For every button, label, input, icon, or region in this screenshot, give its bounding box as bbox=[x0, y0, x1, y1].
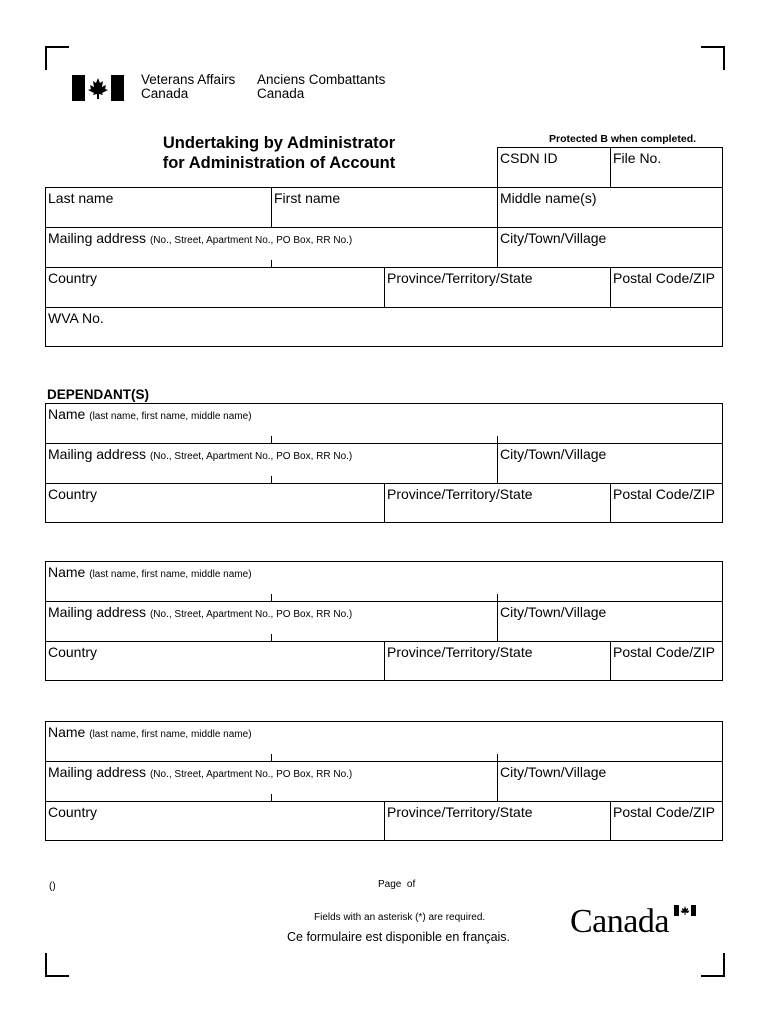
first-name-label: First name bbox=[274, 190, 341, 206]
canada-wordmark-flag-icon bbox=[674, 905, 696, 916]
canada-wordmark bbox=[570, 903, 702, 949]
file-number-field[interactable] bbox=[610, 147, 723, 187]
page-indicator: Page of bbox=[378, 879, 416, 890]
city-field[interactable] bbox=[497, 227, 723, 267]
postal-code-label: Postal Code/ZIP bbox=[613, 270, 715, 286]
dependant-province-label: Province/Territory/State bbox=[387, 644, 533, 660]
department-fr-line1: Anciens Combattants bbox=[257, 72, 386, 87]
postal-code-field[interactable] bbox=[610, 267, 723, 307]
dependant-1-country-field[interactable] bbox=[45, 483, 384, 523]
field-divider-tick bbox=[271, 476, 272, 483]
dependant-3-country-field[interactable] bbox=[45, 801, 384, 841]
dependant-1-postal-code-field[interactable] bbox=[610, 483, 723, 523]
field-divider-tick bbox=[271, 260, 272, 267]
dependant-mailing-label: Mailing address bbox=[48, 764, 147, 780]
dependant-1-province-field[interactable] bbox=[384, 483, 610, 523]
dependant-3-province-field[interactable] bbox=[384, 801, 610, 841]
dependant-mailing-label: Mailing address bbox=[48, 604, 147, 620]
dependant-mailing-hint: (No., Street, Apartment No., PO Box, RR No.) bbox=[149, 769, 353, 780]
province-label: Province/Territory/State bbox=[387, 270, 533, 286]
mailing-address-label: Mailing address bbox=[48, 230, 147, 246]
dependant-city-label: City/Town/Village bbox=[500, 604, 607, 620]
dependant-3-name-field[interactable] bbox=[45, 721, 723, 761]
country-label: Country bbox=[48, 270, 98, 286]
french-availability-note: Ce formulaire est disponible en français. bbox=[287, 930, 511, 944]
dependant-mailing-hint: (No., Street, Apartment No., PO Box, RR No.) bbox=[149, 609, 353, 620]
crop-mark-top-left bbox=[45, 46, 69, 70]
dependant-name-label: Name bbox=[48, 724, 86, 740]
field-divider-tick bbox=[271, 594, 272, 601]
country-field[interactable] bbox=[45, 267, 384, 307]
dependant-mailing-hint: (No., Street, Apartment No., PO Box, RR No.) bbox=[149, 451, 353, 462]
first-name-field[interactable] bbox=[271, 187, 497, 227]
form-title bbox=[118, 133, 440, 173]
form-title-line2: for Administration of Account bbox=[162, 154, 396, 172]
last-name-field[interactable] bbox=[45, 187, 271, 227]
dependant-city-label: City/Town/Village bbox=[500, 764, 607, 780]
dependant-name-hint: (last name, first name, middle name) bbox=[89, 729, 252, 740]
dependant-country-label: Country bbox=[48, 644, 98, 660]
department-fr-line2: Canada bbox=[257, 86, 305, 101]
dependant-city-label: City/Town/Village bbox=[500, 446, 607, 462]
dependant-mailing-label: Mailing address bbox=[48, 446, 147, 462]
dependants-section-title: DEPENDANT(S) bbox=[47, 387, 150, 402]
department-name-en bbox=[141, 73, 235, 101]
dependant-name-hint: (last name, first name, middle name) bbox=[89, 411, 252, 422]
field-divider-tick bbox=[271, 436, 272, 443]
dependant-2-country-field[interactable] bbox=[45, 641, 384, 681]
canada-wordmark-text: Canada bbox=[570, 903, 669, 940]
department-en-line2: Canada bbox=[141, 86, 189, 101]
dependant-name-label: Name bbox=[48, 406, 86, 422]
dependant-name-label: Name bbox=[48, 564, 86, 580]
field-divider-tick bbox=[271, 754, 272, 761]
field-divider-tick bbox=[497, 594, 498, 601]
dependant-country-label: Country bbox=[48, 486, 98, 502]
field-divider-tick bbox=[497, 754, 498, 761]
middle-name-label: Middle name(s) bbox=[500, 190, 597, 206]
dependant-postal-label: Postal Code/ZIP bbox=[613, 486, 715, 502]
department-name-fr bbox=[257, 73, 385, 101]
form-title-line1: Undertaking by Administrator bbox=[162, 134, 396, 152]
mailing-address-hint: (No., Street, Apartment No., PO Box, RR No.) bbox=[149, 235, 353, 246]
csdn-id-label: CSDN ID bbox=[500, 150, 558, 166]
last-name-label: Last name bbox=[48, 190, 114, 206]
crop-mark-bottom-left bbox=[45, 953, 69, 977]
file-number-label: File No. bbox=[613, 150, 662, 166]
dependant-2-city-field[interactable] bbox=[497, 601, 723, 641]
dependant-province-label: Province/Territory/State bbox=[387, 804, 533, 820]
dependant-name-hint: (last name, first name, middle name) bbox=[89, 569, 252, 580]
crop-mark-top-right bbox=[701, 46, 725, 70]
dependant-province-label: Province/Territory/State bbox=[387, 486, 533, 502]
dependant-postal-label: Postal Code/ZIP bbox=[613, 644, 715, 660]
field-divider-tick bbox=[271, 634, 272, 641]
dependant-postal-label: Postal Code/ZIP bbox=[613, 804, 715, 820]
dependant-country-label: Country bbox=[48, 804, 98, 820]
middle-name-field[interactable] bbox=[497, 187, 723, 227]
department-en-line1: Veterans Affairs bbox=[141, 72, 236, 87]
wva-number-field[interactable] bbox=[45, 307, 723, 347]
dependant-3-postal-code-field[interactable] bbox=[610, 801, 723, 841]
protected-note: Protected B when completed. bbox=[549, 133, 697, 145]
wva-number-label: WVA No. bbox=[48, 310, 104, 326]
province-field[interactable] bbox=[384, 267, 610, 307]
dependant-1-city-field[interactable] bbox=[497, 443, 723, 483]
field-divider-tick bbox=[271, 794, 272, 801]
dependant-1-name-field[interactable] bbox=[45, 403, 723, 443]
form-number: () bbox=[49, 881, 56, 892]
csdn-id-field[interactable] bbox=[497, 147, 610, 187]
dependant-2-name-field[interactable] bbox=[45, 561, 723, 601]
field-divider-tick bbox=[497, 436, 498, 443]
dependant-3-city-field[interactable] bbox=[497, 761, 723, 801]
city-label: City/Town/Village bbox=[500, 230, 607, 246]
dependant-2-postal-code-field[interactable] bbox=[610, 641, 723, 681]
required-fields-note: Fields with an asterisk (*) are required. bbox=[314, 912, 486, 923]
dependant-2-province-field[interactable] bbox=[384, 641, 610, 681]
maple-leaf-flag-icon bbox=[72, 75, 124, 101]
crop-mark-bottom-right bbox=[701, 953, 725, 977]
